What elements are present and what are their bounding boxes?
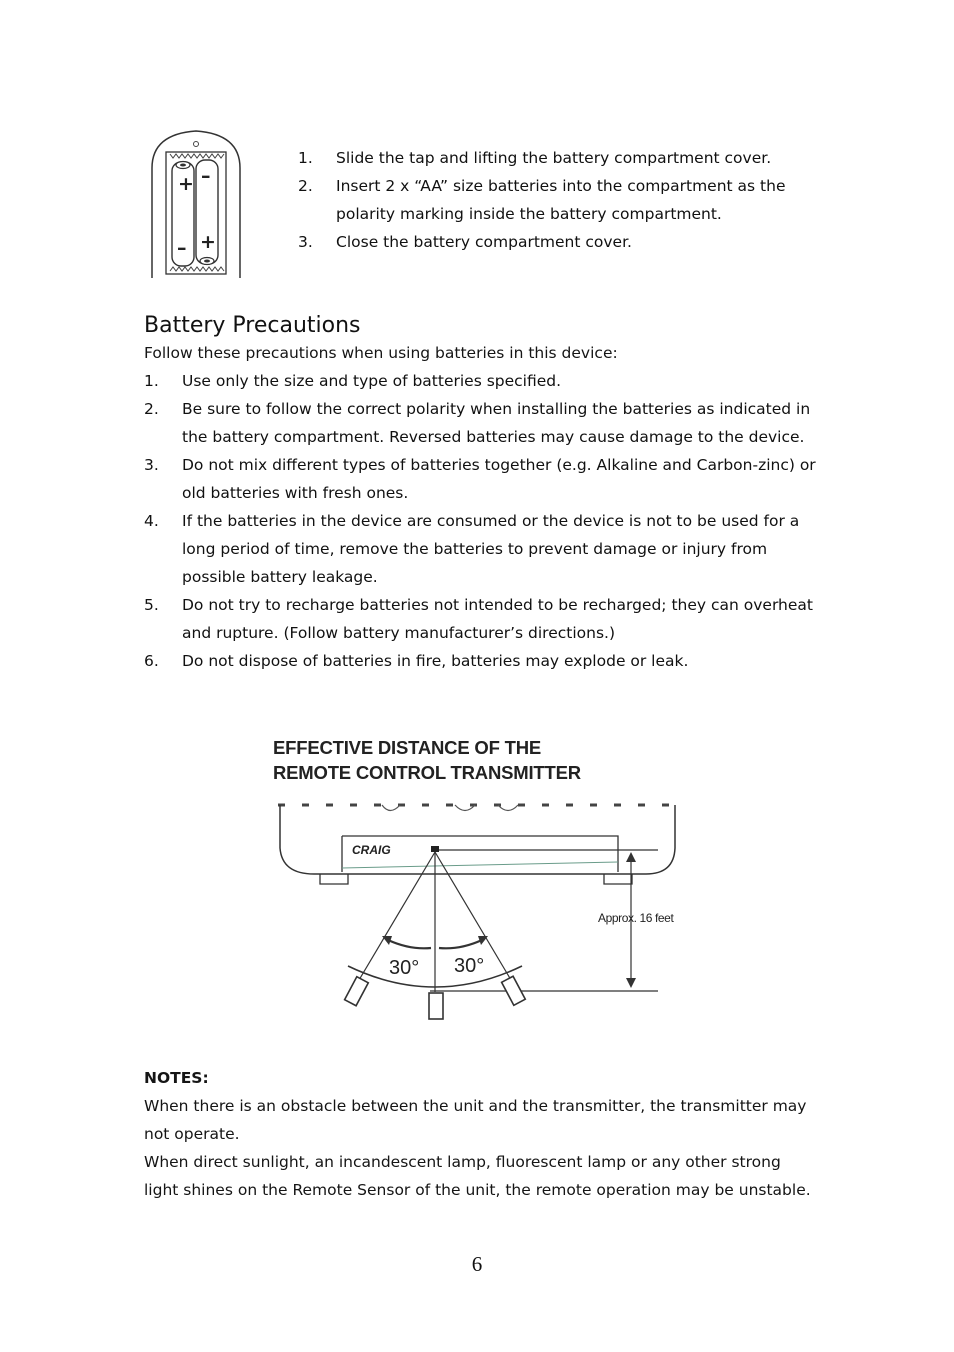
- step-text: Close the battery compartment cover.: [336, 233, 632, 251]
- list-item: [298, 228, 818, 256]
- notes-body: [144, 1092, 820, 1204]
- minus-symbol: –: [177, 237, 187, 259]
- item-number: 3.: [144, 456, 159, 474]
- list-item: [144, 507, 816, 591]
- item-text: Be sure to follow the correct polarity when installing the batteries as indicated in the battery compartment. Reversed batteries may cause damage to the device.: [182, 400, 811, 446]
- page-number: 6: [471, 1252, 483, 1276]
- diagram-title-line: REMOTE CONTROL TRANSMITTER: [273, 762, 581, 783]
- list-item: [298, 172, 818, 228]
- diagram-title: [273, 735, 581, 785]
- precautions-intro: Follow these precautions when using batteries in this device:: [144, 344, 618, 362]
- brand-logo: CRAIG: [352, 843, 391, 857]
- item-text: Do not mix different types of batteries together (e.g. Alkaline and Carbon-zinc) or old batteries with fresh ones.: [182, 456, 816, 502]
- step-number: 3.: [298, 233, 313, 251]
- list-item: [144, 591, 816, 647]
- angle-label-right: 30°: [454, 955, 485, 977]
- remote-transmitter-icon: [345, 977, 369, 1006]
- note-paragraph: When direct sunlight, an incandescent lamp, fluorescent lamp or any other strong light shines on the Remote Sensor of the unit, the remote operation may be unstable.: [144, 1153, 811, 1199]
- plus-symbol: +: [178, 173, 194, 195]
- step-number: 2.: [298, 177, 313, 195]
- item-number: 2.: [144, 400, 159, 418]
- battery-install-steps: [298, 144, 818, 256]
- battery-compartment-illustration: [146, 128, 246, 280]
- item-number: 6.: [144, 652, 159, 670]
- minus-symbol: –: [201, 165, 211, 187]
- plus-symbol: +: [200, 231, 216, 253]
- list-item: [144, 367, 816, 395]
- section-heading: Battery Precautions: [144, 313, 361, 338]
- item-number: 5.: [144, 596, 159, 614]
- angle-label-left: 30°: [389, 957, 420, 979]
- list-item: [144, 451, 816, 507]
- step-number: 1.: [298, 149, 313, 167]
- note-paragraph: When there is an obstacle between the unit and the transmitter, the transmitter may not operate.: [144, 1097, 807, 1143]
- step-text: Slide the tap and lifting the battery compartment cover.: [336, 149, 772, 167]
- remote-range-diagram: [270, 796, 690, 1028]
- step-text: Insert 2 x “AA” size batteries into the compartment as the polarity marking inside the battery compartment.: [336, 177, 786, 223]
- item-number: 1.: [144, 372, 159, 390]
- notes-label: NOTES:: [144, 1069, 209, 1087]
- list-item: [144, 647, 816, 675]
- item-number: 4.: [144, 512, 159, 530]
- item-text: Use only the size and type of batteries specified.: [182, 372, 562, 390]
- item-text: Do not dispose of batteries in fire, batteries may explode or leak.: [182, 652, 689, 670]
- remote-transmitter-icon: [429, 993, 443, 1019]
- precautions-list: [144, 367, 816, 675]
- item-text: Do not try to recharge batteries not intended to be recharged; they can overheat and rupture. (Follow battery manufacturer’s directions.): [182, 596, 813, 642]
- item-text: If the batteries in the device are consumed or the device is not to be used for a long period of time, remove the batteries to prevent damage or injury from possible battery leakage.: [182, 512, 800, 586]
- list-item: [144, 395, 816, 451]
- list-item: [298, 144, 818, 172]
- distance-label: Approx. 16 feet: [598, 911, 674, 925]
- diagram-title-line: EFFECTIVE DISTANCE OF THE: [273, 737, 542, 758]
